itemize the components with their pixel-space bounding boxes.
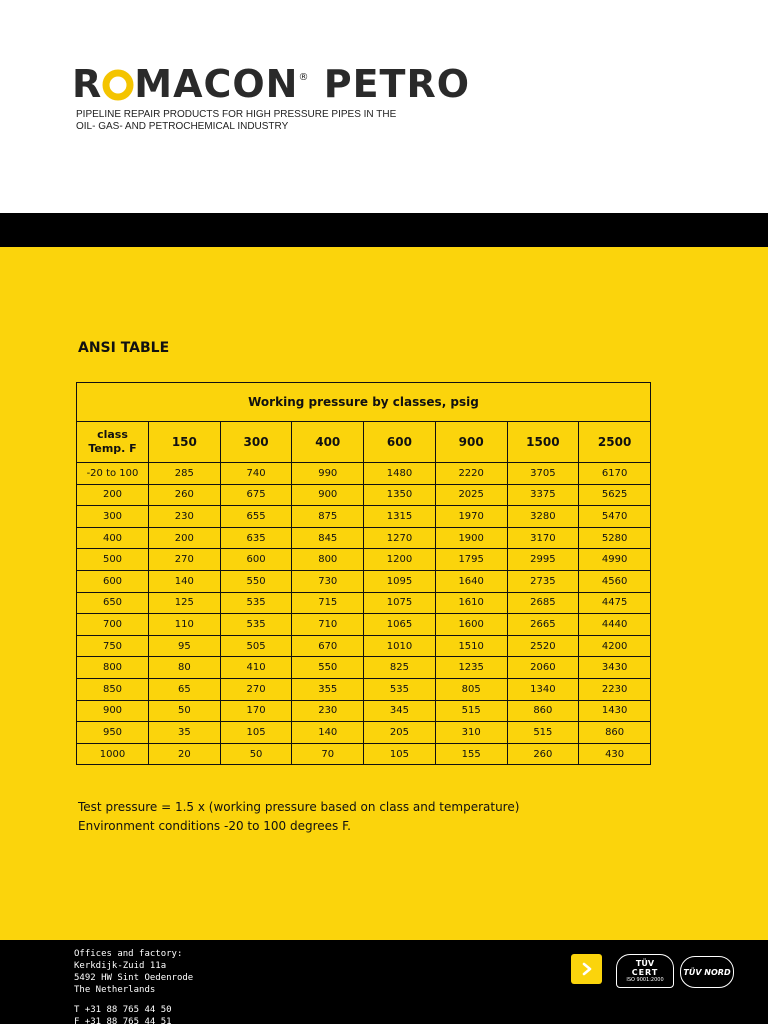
- pressure-cell: 2995: [507, 549, 579, 571]
- pressure-cell: 860: [507, 700, 579, 722]
- fax-number: F +31 88 765 44 51: [74, 1017, 172, 1027]
- table-row: [77, 484, 651, 506]
- table-header-row: [77, 422, 651, 463]
- pressure-cell: 710: [292, 614, 364, 636]
- pressure-cell: 2220: [435, 463, 507, 485]
- temp-header-label: Temp. F: [88, 442, 137, 455]
- pressure-cell: 200: [149, 527, 221, 549]
- tuv-cert-logo: [616, 954, 674, 988]
- pressure-cell: 70: [292, 743, 364, 765]
- temperature-cell: -20 to 100: [77, 463, 149, 485]
- pressure-cell: 860: [579, 722, 651, 744]
- tuv-nord-logo: [680, 956, 734, 988]
- pressure-cell: 600: [220, 549, 292, 571]
- pressure-cell: 900: [292, 484, 364, 506]
- pressure-cell: 535: [220, 614, 292, 636]
- pressure-cell: 170: [220, 700, 292, 722]
- tuv-cert-line2: CERT: [631, 967, 659, 977]
- pressure-cell: 5280: [579, 527, 651, 549]
- table-row: [77, 463, 651, 485]
- table-row: [77, 635, 651, 657]
- pressure-cell: 670: [292, 635, 364, 657]
- pressure-cell: 260: [507, 743, 579, 765]
- pressure-cell: 1610: [435, 592, 507, 614]
- pressure-cell: 515: [507, 722, 579, 744]
- pressure-cell: 2665: [507, 614, 579, 636]
- pressure-cell: 230: [149, 506, 221, 528]
- class-header-300: 300: [220, 422, 292, 463]
- pressure-cell: 535: [364, 678, 436, 700]
- table-row: [77, 700, 651, 722]
- pressure-cell: 430: [579, 743, 651, 765]
- class-header-label: class: [97, 428, 128, 441]
- pressure-cell: 1600: [435, 614, 507, 636]
- table-row: [77, 527, 651, 549]
- pressure-cell: 1200: [364, 549, 436, 571]
- pressure-cell: 675: [220, 484, 292, 506]
- pressure-cell: 2685: [507, 592, 579, 614]
- pressure-cell: 990: [292, 463, 364, 485]
- temperature-cell: 1000: [77, 743, 149, 765]
- pressure-cell: 95: [149, 635, 221, 657]
- pressure-cell: 1270: [364, 527, 436, 549]
- chevron-right-icon: [580, 962, 594, 976]
- pressure-cell: 260: [149, 484, 221, 506]
- pressure-cell: 35: [149, 722, 221, 744]
- temperature-cell: 600: [77, 570, 149, 592]
- next-arrow-button[interactable]: [571, 954, 602, 984]
- pressure-cell: 3705: [507, 463, 579, 485]
- pressure-cell: 2735: [507, 570, 579, 592]
- pressure-cell: 1430: [579, 700, 651, 722]
- logo-text-start: R: [72, 62, 103, 106]
- class-header-400: 400: [292, 422, 364, 463]
- pressure-cell: 345: [364, 700, 436, 722]
- pressure-cell: 655: [220, 506, 292, 528]
- pressure-cell: 2230: [579, 678, 651, 700]
- pressure-cell: 105: [364, 743, 436, 765]
- table-caption: Working pressure by classes, psig: [77, 383, 651, 422]
- temperature-cell: 700: [77, 614, 149, 636]
- pressure-cell: 3280: [507, 506, 579, 528]
- page-header: [0, 0, 768, 213]
- pressure-cell: 3170: [507, 527, 579, 549]
- table-row: [77, 592, 651, 614]
- pressure-cell: 4990: [579, 549, 651, 571]
- temperature-cell: 650: [77, 592, 149, 614]
- pressure-cell: 1010: [364, 635, 436, 657]
- pressure-cell: 1065: [364, 614, 436, 636]
- pressure-cell: 270: [149, 549, 221, 571]
- pressure-cell: 515: [435, 700, 507, 722]
- pressure-cell: 1795: [435, 549, 507, 571]
- logo-registered-mark: ®: [298, 72, 310, 83]
- pressure-cell: 230: [292, 700, 364, 722]
- table-row: [77, 506, 651, 528]
- pressure-cell: 4200: [579, 635, 651, 657]
- logo-text-middle: MACON: [134, 62, 299, 106]
- temperature-cell: 950: [77, 722, 149, 744]
- contact-block: [74, 948, 193, 1028]
- address-street: Kerkdijk-Zuid 11a: [74, 961, 167, 971]
- pressure-cell: 270: [220, 678, 292, 700]
- pressure-cell: 1340: [507, 678, 579, 700]
- pressure-cell: 2025: [435, 484, 507, 506]
- pressure-cell: 140: [292, 722, 364, 744]
- tuv-cert-line1: TÜV: [635, 958, 655, 968]
- pressure-cell: 730: [292, 570, 364, 592]
- header-divider-band: [0, 213, 768, 247]
- pressure-cell: 3430: [579, 657, 651, 679]
- pressure-cell: 1350: [364, 484, 436, 506]
- temperature-cell: 500: [77, 549, 149, 571]
- class-header-900: 900: [435, 422, 507, 463]
- pressure-cell: 6170: [579, 463, 651, 485]
- class-temp-header: [77, 422, 149, 463]
- pressure-cell: 140: [149, 570, 221, 592]
- temperature-cell: 400: [77, 527, 149, 549]
- pressure-cell: 1075: [364, 592, 436, 614]
- pressure-cell: 635: [220, 527, 292, 549]
- pressure-cell: 310: [435, 722, 507, 744]
- pressure-cell: 825: [364, 657, 436, 679]
- pressure-cell: 1510: [435, 635, 507, 657]
- pressure-cell: 4440: [579, 614, 651, 636]
- pressure-cell: 20: [149, 743, 221, 765]
- table-row: [77, 570, 651, 592]
- brand-tagline: PIPELINE REPAIR PRODUCTS FOR HIGH PRESSURE PIPES IN THE OIL- GAS- AND PETROCHEMICAL INDUSTRY: [76, 109, 397, 132]
- pressure-cell: 80: [149, 657, 221, 679]
- class-header-600: 600: [364, 422, 436, 463]
- table-row: [77, 722, 651, 744]
- table-row: [77, 614, 651, 636]
- pressure-cell: 1970: [435, 506, 507, 528]
- pressure-cell: 105: [220, 722, 292, 744]
- logo-o-mark: [102, 62, 134, 106]
- table-row: [77, 657, 651, 679]
- temperature-cell: 200: [77, 484, 149, 506]
- brand-logo: [72, 62, 470, 106]
- pressure-cell: 5470: [579, 506, 651, 528]
- pressure-cell: 50: [220, 743, 292, 765]
- pressure-cell: 355: [292, 678, 364, 700]
- pressure-cell: 845: [292, 527, 364, 549]
- pressure-cell: 4475: [579, 592, 651, 614]
- phone-number: T +31 88 765 44 50: [74, 1005, 172, 1015]
- pressure-cell: 1235: [435, 657, 507, 679]
- pressure-cell: 155: [435, 743, 507, 765]
- pressure-cell: 505: [220, 635, 292, 657]
- pressure-cell: 805: [435, 678, 507, 700]
- offices-label: Offices and factory:: [74, 949, 183, 959]
- pressure-cell: 715: [292, 592, 364, 614]
- temperature-cell: 900: [77, 700, 149, 722]
- pressure-cell: 205: [364, 722, 436, 744]
- address-city: 5492 HW Sint Oedenrode: [74, 973, 194, 983]
- environment-note: Environment conditions -20 to 100 degrees F.: [78, 819, 351, 833]
- temperature-cell: 800: [77, 657, 149, 679]
- class-header-1500: 1500: [507, 422, 579, 463]
- pressure-cell: 1640: [435, 570, 507, 592]
- pressure-cell: 875: [292, 506, 364, 528]
- pressure-cell: 550: [292, 657, 364, 679]
- table-body: [77, 463, 651, 765]
- table-notes: [78, 798, 638, 836]
- pressure-cell: 1315: [364, 506, 436, 528]
- pressure-cell: 410: [220, 657, 292, 679]
- pressure-cell: 550: [220, 570, 292, 592]
- address-country: The Netherlands: [74, 985, 156, 995]
- temperature-cell: 300: [77, 506, 149, 528]
- pressure-cell: 285: [149, 463, 221, 485]
- class-header-2500: 2500: [579, 422, 651, 463]
- pressure-cell: 4560: [579, 570, 651, 592]
- pressure-cell: 535: [220, 592, 292, 614]
- class-header-150: 150: [149, 422, 221, 463]
- table-row: [77, 549, 651, 571]
- pressure-cell: 2520: [507, 635, 579, 657]
- pressure-cell: 5625: [579, 484, 651, 506]
- pressure-cell: 1095: [364, 570, 436, 592]
- pressure-cell: 50: [149, 700, 221, 722]
- test-pressure-note: Test pressure = 1.5 x (working pressure based on class and temperature): [78, 800, 520, 814]
- pressure-cell: 740: [220, 463, 292, 485]
- table-row: [77, 743, 651, 765]
- tuv-nord-label: TÜV NORD: [683, 967, 731, 977]
- temperature-cell: 750: [77, 635, 149, 657]
- pressure-cell: 800: [292, 549, 364, 571]
- table-row: [77, 678, 651, 700]
- pressure-cell: 65: [149, 678, 221, 700]
- pressure-cell: 125: [149, 592, 221, 614]
- pressure-cell: 1480: [364, 463, 436, 485]
- tuv-cert-line3: ISO 9001:2000: [626, 976, 664, 983]
- pressure-cell: 2060: [507, 657, 579, 679]
- section-title: ANSI TABLE: [78, 340, 170, 356]
- logo-text-end: PETRO: [309, 62, 471, 106]
- pressure-cell: 110: [149, 614, 221, 636]
- pressure-cell: 3375: [507, 484, 579, 506]
- temperature-cell: 850: [77, 678, 149, 700]
- ansi-pressure-table: [76, 382, 651, 765]
- pressure-cell: 1900: [435, 527, 507, 549]
